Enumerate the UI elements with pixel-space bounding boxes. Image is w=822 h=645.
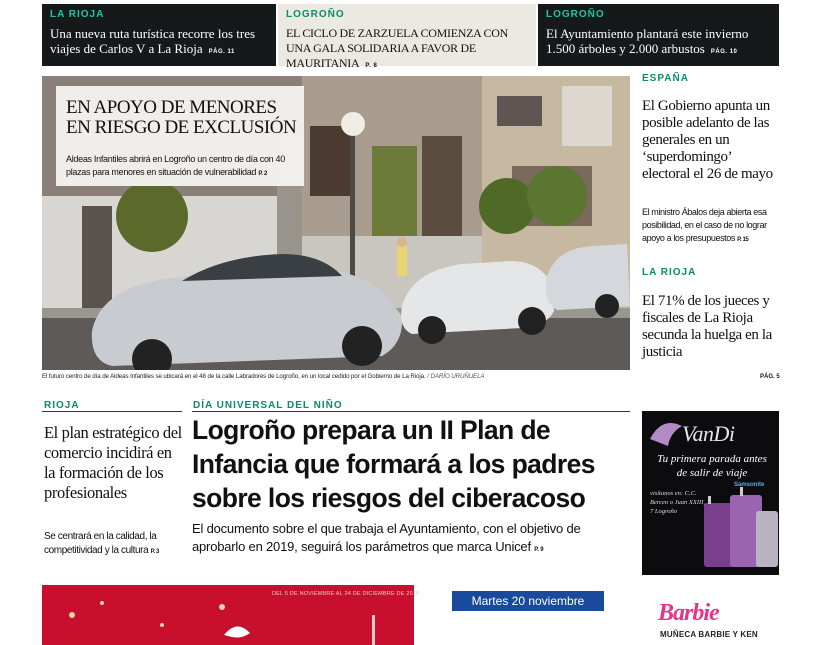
page-ref: PÁG. 11 xyxy=(208,49,235,55)
page-ref: PÁG. 10 xyxy=(710,49,738,55)
kicker-rioja: RIOJA xyxy=(44,400,80,411)
top-story-arboles[interactable] xyxy=(538,4,779,66)
kicker-la-rioja: LA RIOJA xyxy=(642,267,697,278)
headline: EL CICLO DE ZARZUELA COMIENZA CON UNA GALA SOLIDARIA A FAVOR DE MAURITANIA xyxy=(286,26,508,70)
headline-adelanto-generales[interactable]: El Gobierno apunta un posible adelanto de las generales en un ‘superdomingo’ electoral el 26 de mayo xyxy=(642,98,773,182)
kicker-dia-nino: DÍA UNIVERSAL DEL NIÑO xyxy=(193,400,343,411)
top-story-carlos-v[interactable] xyxy=(42,4,276,66)
top-story-zarzuela[interactable] xyxy=(278,4,536,70)
ad-address: visítanos en: C.C. Berceo o Juan XXIII, 7 Logroño xyxy=(650,490,705,515)
photo-credit: / DARÍO URUÑUELA xyxy=(427,373,485,380)
sub-plan-comercio: Se centrará en la calidad, la competitividad y la cultura xyxy=(44,531,157,556)
tv-date-banner[interactable]: Martes 20 noviembre xyxy=(452,591,604,611)
barbie-logo[interactable]: Barbie xyxy=(658,600,719,626)
photo-story-subtitle: Aldeas Infantiles abrirá en Logroño un centro de día con 40 plazas para menores en situación de vulnerabilidad xyxy=(66,154,285,177)
sub-abalos: El ministro Ábalos deja abierta esa posibilidad, en el caso de no lograr apoyo a los presupuestos xyxy=(642,207,767,243)
page-ref: PÁG. 5 xyxy=(760,374,780,380)
page-ref: P. 9 xyxy=(534,547,544,553)
ad-brand: VanDi xyxy=(682,421,735,446)
page-ref: P. 3 xyxy=(150,549,159,555)
section-kicker: LA RIOJA xyxy=(50,9,105,20)
page-ref: P. 15 xyxy=(737,237,749,243)
kicker-espana: ESPAÑA xyxy=(642,73,689,84)
divider xyxy=(42,411,182,412)
main-subheadline: El documento sobre el que trabaja el Ayuntamiento, con el objetivo de aprobarlo en 2019, seguirá los parámetros que marca Unicef xyxy=(192,521,581,554)
ad-tagline: Tu primera parada antes de salir de viaje xyxy=(657,453,767,479)
divider xyxy=(192,411,630,412)
promo-dates: DEL 5 DE NOVIEMBRE AL 24 DE DICIEMBRE DE 2018 xyxy=(272,591,420,597)
headline: El Ayuntamiento plantará este invierno 1.500 árboles y 2.000 arbustos xyxy=(546,26,749,56)
photo-story-box[interactable] xyxy=(56,86,304,186)
page-ref: P. 2 xyxy=(258,171,268,177)
headline: Una nueva ruta turística recorre los tres viajes de Carlos V a La Rioja xyxy=(50,26,256,56)
samsonite-logo: Samsonite xyxy=(734,482,765,488)
page-ref: P. 8 xyxy=(365,63,378,69)
photo-caption: El futuro centro de día de Aldeas Infantiles se ubicará en el 48 de la calle Labradores de Logroño, en un local cedido por el Gobierno de La Rioja. / DARÍO URUÑUELA xyxy=(42,373,485,380)
photo-story-title-1: EN APOYO DE MENORES xyxy=(66,97,277,118)
headline-plan-comercio[interactable]: El plan estratégico del comercio incidirá en la formación de los profesionales xyxy=(44,423,182,502)
photo-story-title-2: EN RIESGO DE EXCLUSIÓN xyxy=(66,117,297,138)
section-kicker: LOGROÑO xyxy=(286,9,345,20)
section-kicker: LOGROÑO xyxy=(546,9,605,20)
headline-huelga-justicia[interactable]: El 71% de los jueces y fiscales de La Rioja secunda la huelga en la justicia xyxy=(642,293,772,360)
main-headline[interactable]: Logroño prepara un II Plan de Infancia que formará a los padres sobre los riesgos del ciberacoso xyxy=(192,415,595,513)
vandi-advertisement[interactable] xyxy=(642,411,779,575)
barbie-subtitle: MUÑECA BARBIE Y KEN xyxy=(660,630,758,639)
